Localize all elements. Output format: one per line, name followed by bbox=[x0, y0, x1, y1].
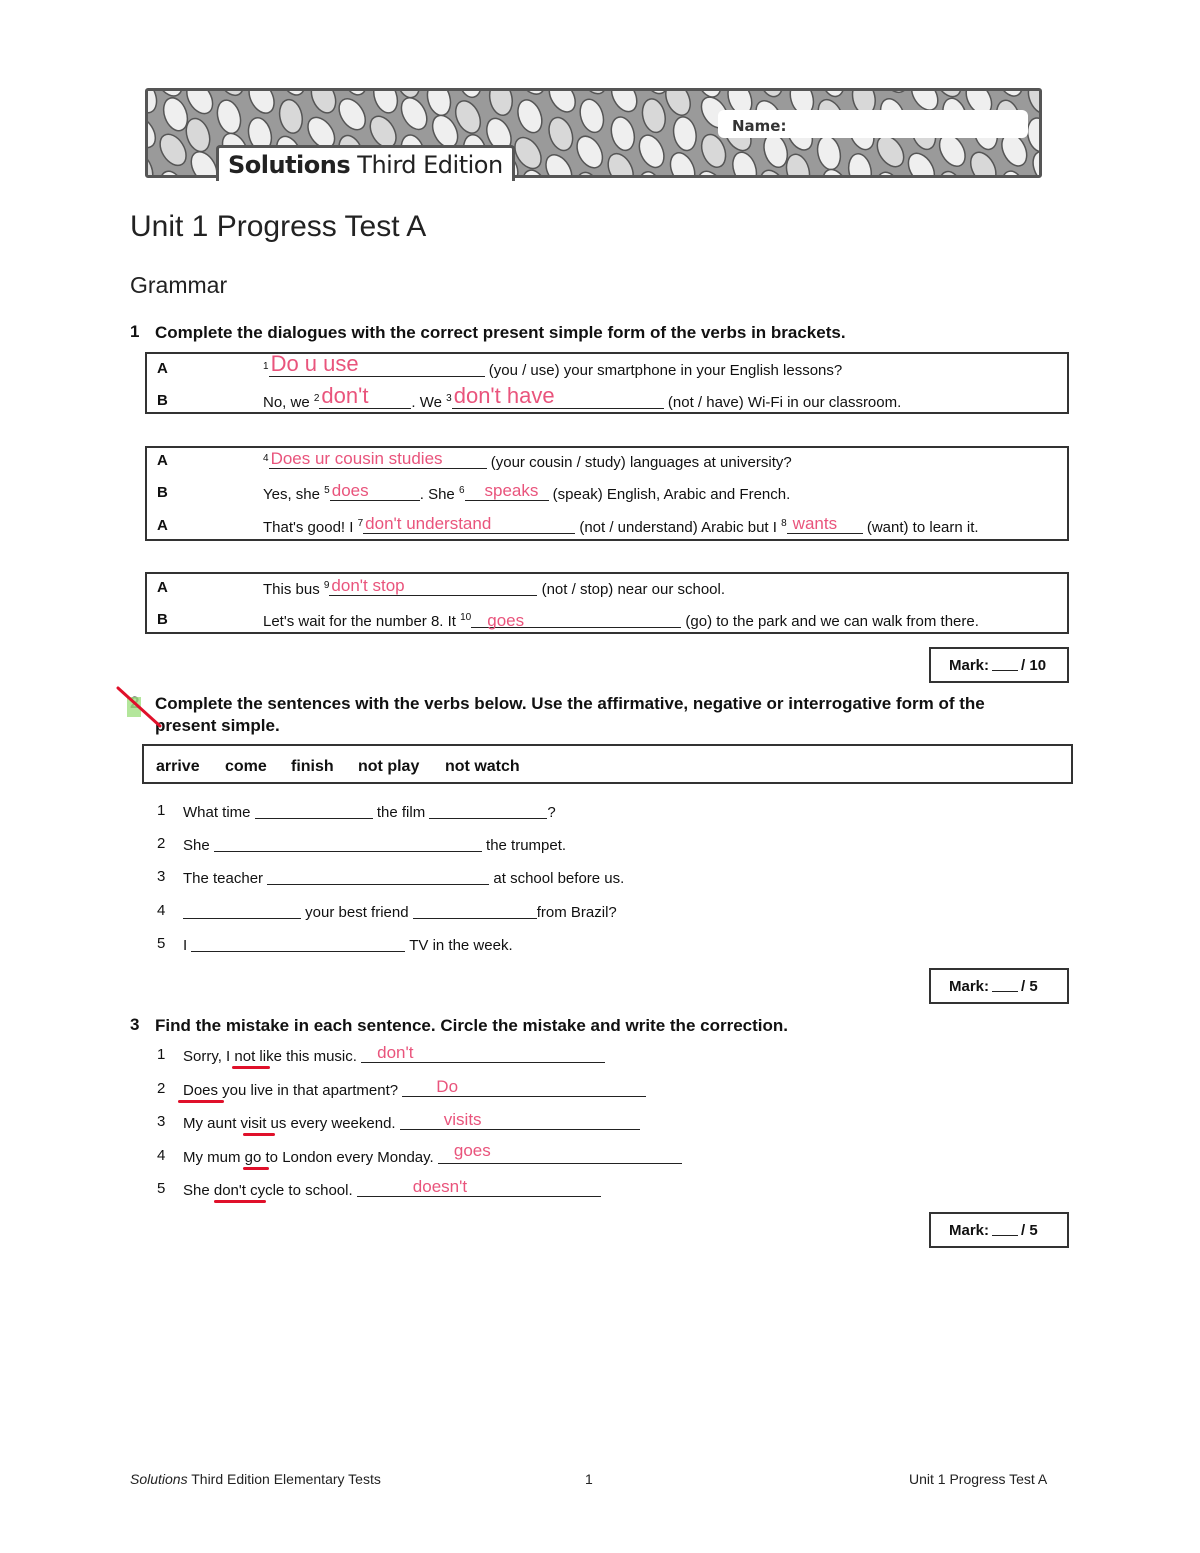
circle-mark bbox=[214, 1200, 266, 1203]
answer-blank[interactable] bbox=[402, 1077, 646, 1097]
mark-total: / 5 bbox=[1021, 1222, 1038, 1239]
word-option: arrive bbox=[156, 758, 200, 775]
handwritten-answer: does bbox=[331, 481, 369, 500]
q2-instruction-line1: Complete the sentences with the verbs below. Use the affirmative, negative or interrogative form of the bbox=[155, 694, 985, 713]
circle-mark bbox=[243, 1133, 275, 1136]
answer-blank[interactable] bbox=[787, 514, 863, 534]
answer-blank[interactable] bbox=[357, 1177, 601, 1197]
handwritten-answer: don't bbox=[321, 383, 369, 408]
answer-blank[interactable] bbox=[255, 802, 373, 819]
circle-mark bbox=[178, 1100, 224, 1103]
handwritten-answer: visits bbox=[443, 1110, 482, 1129]
mark-label: Mark: bbox=[949, 657, 990, 674]
answer-blank[interactable] bbox=[429, 802, 547, 819]
word-box bbox=[142, 744, 1073, 784]
q2-mark-box bbox=[929, 968, 1069, 1004]
q3-mark-box bbox=[929, 1212, 1069, 1248]
mark-blank[interactable] bbox=[992, 658, 1018, 671]
speaker-label: A bbox=[157, 579, 168, 596]
q3-heading bbox=[130, 1015, 1070, 1037]
brand-bold: Solutions bbox=[228, 151, 351, 179]
speaker-label: A bbox=[157, 360, 168, 377]
word-option: finish bbox=[291, 758, 334, 775]
answer-blank[interactable] bbox=[363, 514, 575, 534]
handwritten-answer: Does ur cousin studies bbox=[270, 449, 443, 468]
q3-instruction: Find the mistake in each sentence. Circle the mistake and write the correction. bbox=[155, 1016, 788, 1035]
q1-instruction: Complete the dialogues with the correct present simple form of the verbs in brackets. bbox=[155, 323, 846, 342]
word-option: not watch bbox=[445, 758, 520, 775]
q2-heading bbox=[130, 693, 1070, 737]
speaker-label: B bbox=[157, 611, 168, 628]
answer-blank[interactable] bbox=[361, 1043, 605, 1063]
page-number: 1 bbox=[585, 1471, 593, 1487]
handwritten-answer: doesn't bbox=[412, 1177, 468, 1196]
page-title: Unit 1 Progress Test A bbox=[130, 210, 427, 243]
mark-label: Mark: bbox=[949, 978, 990, 995]
answer-blank[interactable] bbox=[400, 1110, 640, 1130]
speaker-label: A bbox=[157, 517, 168, 534]
speaker-label: B bbox=[157, 392, 168, 409]
dialogue-1: A $^1$ Do u use (you / use) your smartphone in your English lessons? B No, we $^2$ don't . We $^3$ don't have (not / have) Wi-Fi in our classroom. bbox=[145, 352, 1069, 414]
pen-slash bbox=[110, 682, 170, 732]
answer-blank[interactable] bbox=[269, 351, 485, 377]
mark-total: / 5 bbox=[1021, 978, 1038, 995]
speaker-label: A bbox=[157, 452, 168, 469]
brand-rest: Third Edition bbox=[357, 151, 503, 179]
word-option: come bbox=[225, 758, 267, 775]
mark-total: / 10 bbox=[1021, 657, 1047, 674]
handwritten-answer: speaks bbox=[484, 481, 539, 500]
brand-logo bbox=[228, 151, 503, 179]
mark-blank[interactable] bbox=[992, 1223, 1018, 1236]
handwritten-answer: don't understand bbox=[365, 514, 492, 533]
answer-blank[interactable] bbox=[465, 481, 549, 501]
mark-blank[interactable] bbox=[992, 979, 1018, 992]
dialogue-3: A This bus $^9$ don't stop (not / stop) near our school. B Let's wait for the number 8. It $^{10}$ goes (go) to the park and we can walk from there. bbox=[145, 572, 1069, 634]
circle-mark bbox=[243, 1167, 269, 1170]
word-option: not play bbox=[358, 758, 420, 775]
q3-number: 3 bbox=[130, 1015, 140, 1034]
handwritten-answer: don't bbox=[377, 1043, 414, 1062]
handwritten-answer: goes bbox=[453, 1141, 491, 1160]
footer-right: Unit 1 Progress Test A bbox=[909, 1471, 1048, 1487]
handwritten-answer: Do u use bbox=[270, 351, 359, 376]
handwritten-answer: don't have bbox=[453, 383, 555, 408]
answer-blank[interactable] bbox=[269, 449, 487, 469]
handwritten-answer: don't stop bbox=[331, 576, 405, 595]
answer-blank[interactable] bbox=[452, 383, 664, 409]
mark-label: Mark: bbox=[949, 1222, 990, 1239]
answer-blank[interactable] bbox=[267, 868, 489, 885]
q1-number: 1 bbox=[130, 322, 140, 341]
q1-heading bbox=[130, 322, 1070, 344]
answer-blank[interactable] bbox=[319, 383, 411, 409]
q2-instruction-line2: present simple. bbox=[155, 716, 280, 735]
answer-blank[interactable] bbox=[471, 611, 681, 628]
answer-blank[interactable] bbox=[214, 835, 482, 852]
answer-blank[interactable] bbox=[438, 1141, 682, 1164]
handwritten-answer: wants bbox=[792, 514, 838, 533]
q1-mark-box bbox=[929, 647, 1069, 683]
section-title: Grammar bbox=[130, 272, 228, 298]
answer-blank[interactable] bbox=[329, 576, 537, 596]
handwritten-answer: Do bbox=[436, 1077, 459, 1096]
answer-blank[interactable] bbox=[330, 481, 420, 501]
circle-mark bbox=[232, 1066, 270, 1069]
handwritten-answer: goes bbox=[487, 611, 525, 630]
answer-blank[interactable] bbox=[183, 902, 301, 919]
name-label: Name: bbox=[732, 117, 787, 135]
footer-left: Solutions Third Edition Elementary Tests bbox=[130, 1471, 381, 1487]
speaker-label: B bbox=[157, 484, 168, 501]
answer-blank[interactable] bbox=[413, 902, 537, 919]
answer-blank[interactable] bbox=[191, 935, 405, 952]
dialogue-2: A $^4$ Does ur cousin studies (your cousin / study) languages at university? B Yes, she $^5$ does . She $^6$ speaks (speak) English, Arabic and French. A That's good! I $^7$ don't understand (not / understand) Arabic but I $^8$ wants (want) to learn it. bbox=[145, 446, 1069, 541]
